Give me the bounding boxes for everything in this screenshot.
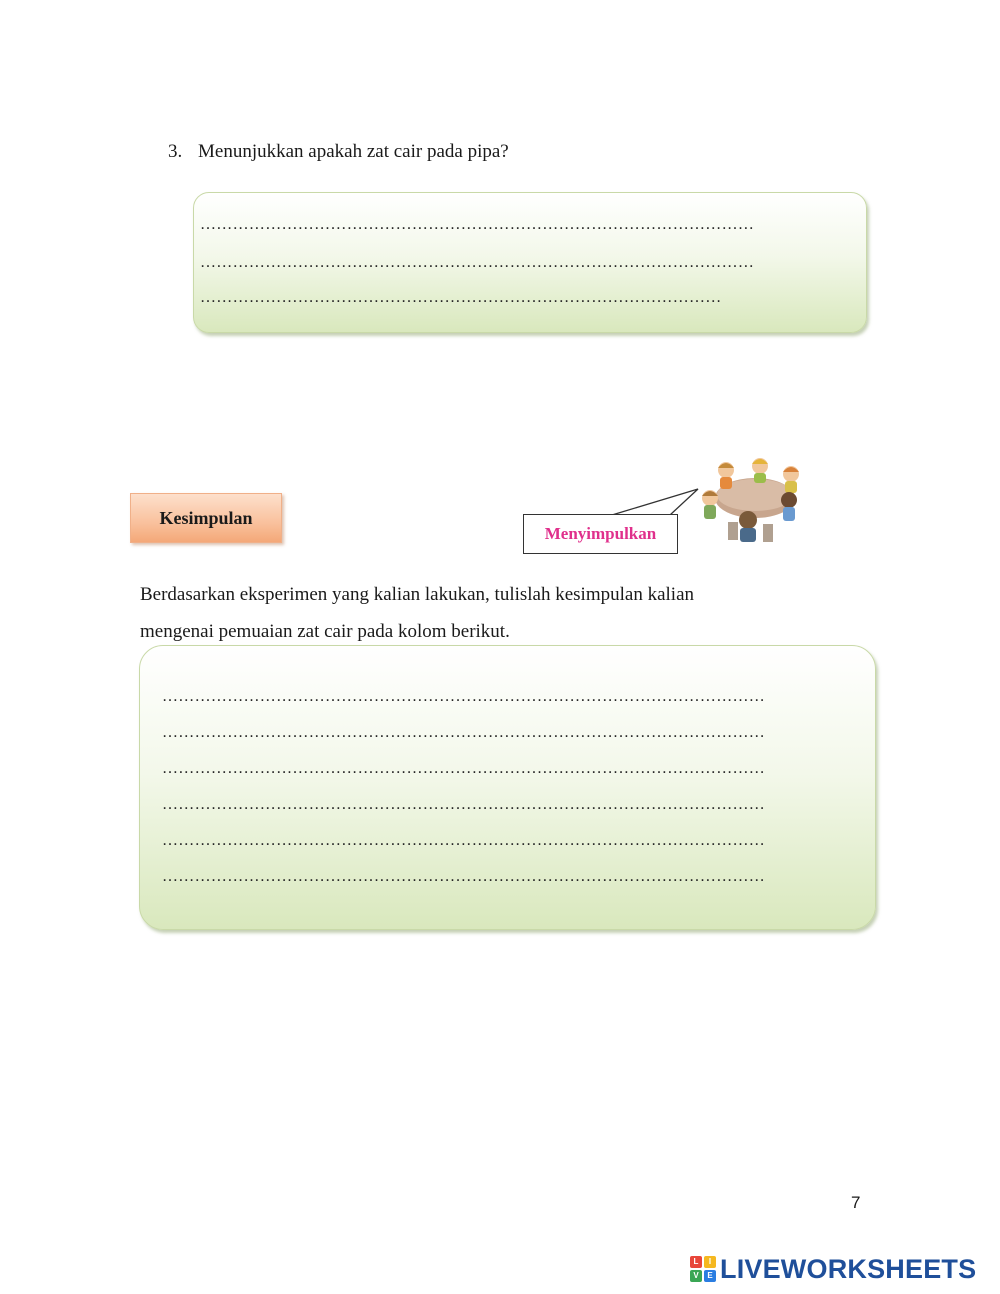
logo-letter: E [704, 1270, 716, 1282]
answer-line[interactable]: ………………………………………………………………………………………………… [162, 868, 766, 885]
answer-line[interactable]: ………………………………………………………………………………………………… [162, 760, 766, 777]
logo-letter: I [704, 1256, 716, 1268]
answer-line[interactable]: ………………………………………………………………………………………… [200, 216, 755, 233]
answer-box-1[interactable] [193, 192, 867, 333]
question-number: 3. [168, 141, 183, 162]
logo-letter: L [690, 1256, 702, 1268]
question-3 [168, 141, 509, 163]
instruction-text [140, 576, 860, 650]
logo-letter: V [690, 1270, 702, 1282]
instruction-line-2: mengenai pemuaian zat cair pada kolom berikut. [140, 621, 510, 642]
answer-line[interactable]: ………………………………………………………………………………………… [200, 254, 755, 271]
kesimpulan-heading: Kesimpulan [130, 493, 282, 543]
answer-line[interactable]: …………………………………………………………………………………… [200, 289, 722, 306]
answer-line[interactable]: ………………………………………………………………………………………………… [162, 724, 766, 741]
liveworksheets-footer[interactable] [690, 1252, 976, 1286]
liveworksheets-brand: LIVEWORKSHEETS [720, 1253, 977, 1284]
answer-line[interactable]: ………………………………………………………………………………………………… [162, 796, 766, 813]
question-text: Menunjukkan apakah zat cair pada pipa? [198, 141, 509, 162]
page-number: 7 [851, 1193, 861, 1212]
liveworksheets-logo-icon [690, 1256, 716, 1282]
menyimpulkan-callout: Menyimpulkan [523, 514, 678, 554]
instruction-line-1: Berdasarkan eksperimen yang kalian lakukan, tulislah kesimpulan kalian [140, 584, 694, 605]
answer-line[interactable]: ………………………………………………………………………………………………… [162, 688, 766, 705]
group-discussion-illustration [693, 450, 813, 550]
answer-box-2[interactable] [139, 645, 876, 930]
answer-line[interactable]: ………………………………………………………………………………………………… [162, 832, 766, 849]
